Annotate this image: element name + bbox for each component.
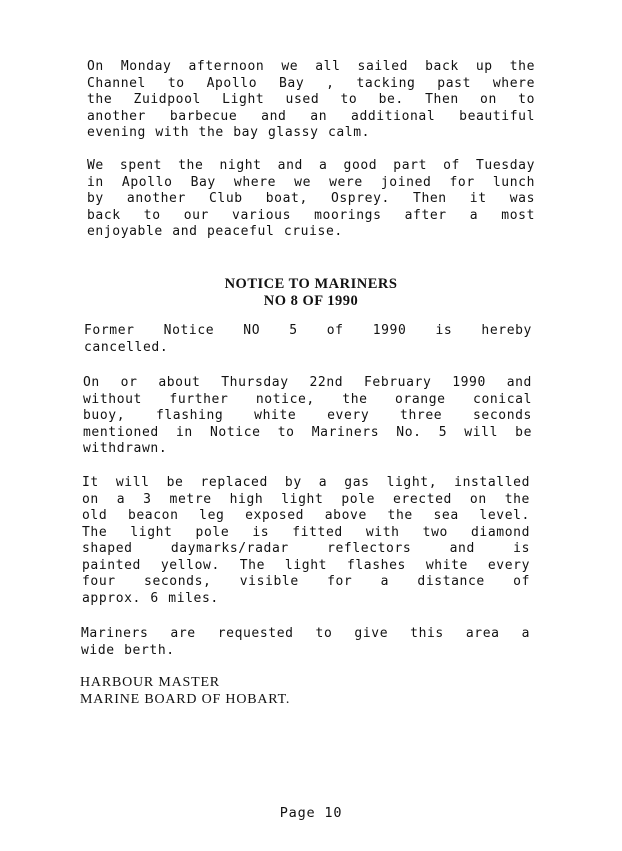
text-line: Former Notice NO 5 of 1990 is hereby <box>84 323 532 338</box>
text-line: without further notice, the orange conical <box>83 391 532 407</box>
text-line: We spent the night and a good part of Tuesday <box>87 158 535 173</box>
text-line: buoy, flashing white every three seconds <box>83 408 532 423</box>
text-line: back to our various moorings after a most <box>87 207 535 223</box>
text-line: by another Club boat, Osprey. Then it was <box>87 191 535 206</box>
paragraph-former-notice <box>84 323 532 356</box>
text-line: wide berth. <box>81 642 175 658</box>
text-line: It will be replaced by a gas light, installed <box>82 475 530 490</box>
text-line: four seconds, visible for a distance of <box>82 574 530 589</box>
text-line: On Monday afternoon we all sailed back up the <box>87 59 535 74</box>
text-line: the Zuidpool Light used to be. Then on to <box>87 92 535 107</box>
text-line: Mariners are requested to give this area a <box>81 626 530 641</box>
text-line: cancelled. <box>84 339 169 355</box>
text-line: enjoyable and peaceful cruise. <box>87 224 343 239</box>
paragraph-gas-light <box>82 475 530 607</box>
signature-organization: MARINE BOARD OF HOBART. <box>80 692 291 707</box>
text-line: approx. 6 miles. <box>82 590 219 606</box>
page-number: Page 10 <box>279 805 343 821</box>
signature-title: HARBOUR MASTER <box>80 675 220 690</box>
paragraph-buoy-withdrawn <box>83 375 532 458</box>
text-line: withdrawn. <box>83 441 168 456</box>
text-line: shaped daymarks/radar reflectors and is <box>82 541 530 556</box>
text-line: on a 3 metre high light pole erected on the <box>82 491 530 507</box>
text-line: in Apollo Bay where we were joined for lunch <box>87 174 535 190</box>
text-line: The light pole is fitted with two diamond <box>82 524 530 540</box>
text-line: evening with the bay glassy calm. <box>87 125 371 140</box>
paragraph-cruise-monday <box>87 59 535 142</box>
notice-number: NO 8 OF 1990 <box>263 293 359 309</box>
paragraph-cruise-tuesday <box>87 158 535 241</box>
text-line: painted yellow. The light flashes white every <box>82 557 530 573</box>
paragraph-wide-berth <box>81 626 530 659</box>
notice-title: NOTICE TO MARINERS <box>224 276 398 292</box>
text-line: another barbecue and an additional beautiful <box>87 108 535 124</box>
text-line: mentioned in Notice to Mariners No. 5 will be <box>83 424 532 440</box>
text-line: Channel to Apollo Bay , tacking past where <box>87 75 535 91</box>
text-line: old beacon leg exposed above the sea level. <box>82 508 530 523</box>
text-line: On or about Thursday 22nd February 1990 and <box>83 375 532 390</box>
